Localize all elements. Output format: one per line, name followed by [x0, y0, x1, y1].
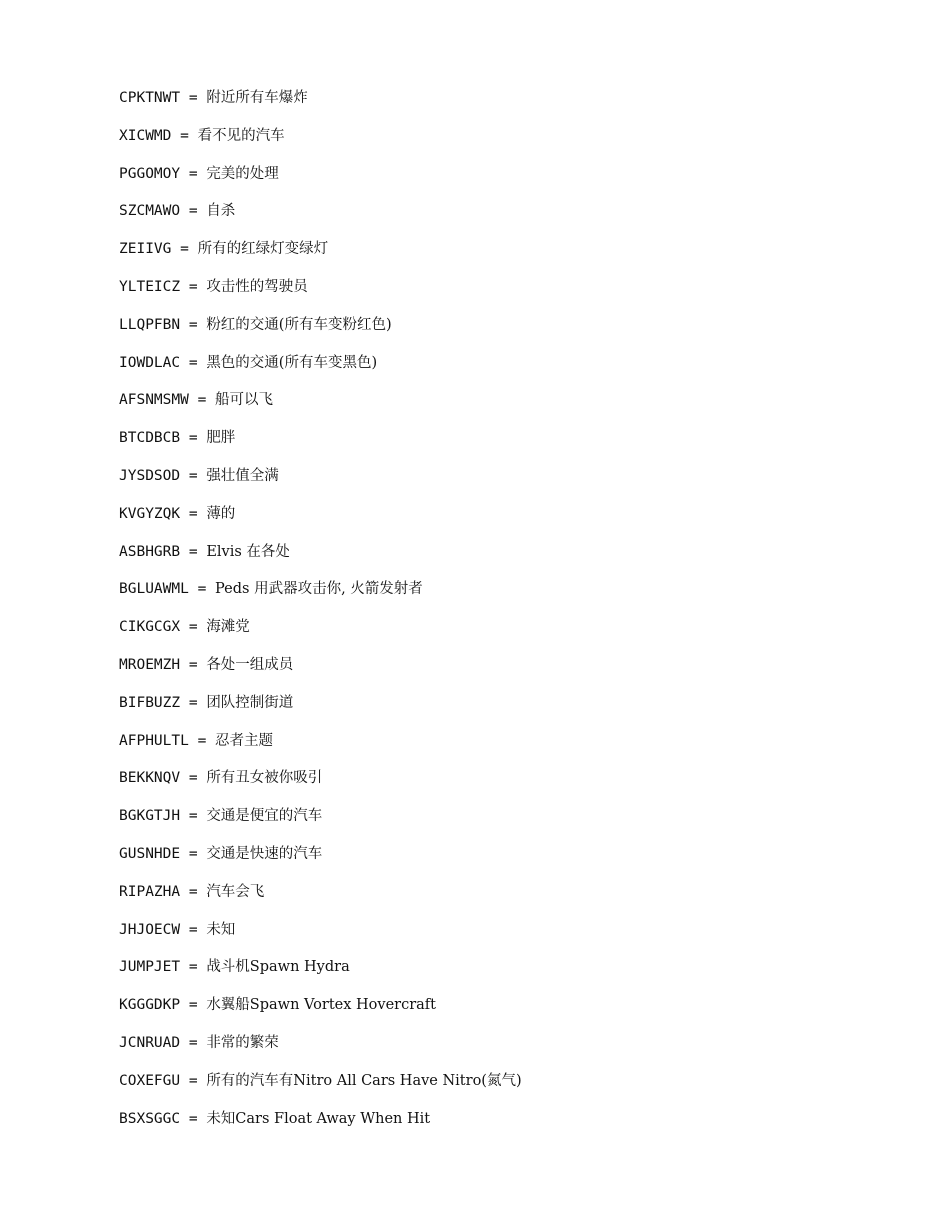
cheat-entry — [119, 388, 522, 426]
cheat-description: 汽车会飞 — [206, 883, 265, 900]
cheat-separator: = — [180, 770, 207, 787]
cheat-description: Peds 用武器攻击你, 火箭发射者 — [215, 581, 423, 598]
cheat-separator: = — [180, 959, 207, 976]
cheat-separator: = — [180, 543, 207, 560]
cheat-entry — [119, 502, 522, 540]
cheat-code: JUMPJET — [119, 959, 181, 976]
cheat-separator: = — [180, 1110, 207, 1127]
cheat-entry — [119, 1107, 522, 1145]
cheat-code: BEKKNQV — [119, 770, 181, 787]
cheat-description: 附近所有车爆炸 — [206, 90, 308, 106]
cheat-code: BGLUAWML — [119, 581, 189, 598]
cheat-code: ZEIIVG — [119, 241, 172, 258]
cheat-description: 所有的红绿灯变绿灯 — [197, 241, 329, 258]
cheat-separator: = — [180, 354, 207, 371]
cheat-code: COXEFGU — [119, 1072, 181, 1089]
cheat-entry — [119, 918, 522, 956]
cheat-code: CPKTNWT — [119, 90, 181, 106]
cheat-description: 战斗机Spawn Hydra — [206, 959, 350, 976]
cheat-code: JYSDSOD — [119, 467, 181, 484]
cheat-code: CIKGCGX — [119, 619, 181, 636]
cheat-code: KGGGDKP — [119, 997, 181, 1014]
cheat-code: IOWDLAC — [119, 354, 181, 371]
cheat-description: 自杀 — [206, 203, 236, 220]
cheat-separator: = — [180, 165, 207, 182]
cheat-entry — [119, 351, 522, 389]
cheat-entry — [119, 464, 522, 502]
cheat-separator: = — [180, 467, 207, 484]
cheat-description: 未知Cars Float Away When Hit — [206, 1110, 431, 1127]
cheat-code: XICWMD — [119, 127, 172, 144]
cheat-description: 所有丑女被你吸引 — [206, 770, 323, 787]
cheat-separator: = — [180, 430, 207, 447]
cheat-description: 非常的繁荣 — [206, 1034, 279, 1051]
cheat-code: SZCMAWO — [119, 203, 181, 220]
cheat-separator: = — [180, 1034, 207, 1051]
cheat-entry — [119, 653, 522, 691]
cheat-separator: = — [180, 1072, 207, 1089]
cheat-code: JCNRUAD — [119, 1034, 181, 1051]
cheat-separator: = — [180, 278, 207, 295]
cheat-description: 交通是便宜的汽车 — [206, 808, 323, 825]
cheat-code: BGKGTJH — [119, 808, 181, 825]
cheat-description: 攻击性的驾驶员 — [206, 278, 308, 295]
cheat-entry — [119, 426, 522, 464]
cheat-description: Elvis 在各处 — [206, 543, 290, 560]
cheat-separator: = — [180, 619, 207, 636]
cheat-code: BTCDBCB — [119, 430, 181, 447]
cheat-entry — [119, 615, 522, 653]
cheat-description: 薄的 — [206, 505, 236, 522]
cheat-entry — [119, 577, 522, 615]
cheat-entry — [119, 313, 522, 351]
cheat-description: 完美的处理 — [206, 165, 279, 182]
cheat-separator: = — [180, 203, 207, 220]
cheat-code: KVGYZQK — [119, 505, 181, 522]
cheat-code: ASBHGRB — [119, 543, 181, 560]
cheat-entry — [119, 86, 522, 124]
cheat-entry — [119, 124, 522, 162]
cheat-entry — [119, 691, 522, 729]
cheat-separator: = — [188, 732, 216, 749]
cheat-description: 船可以飞 — [215, 392, 274, 409]
cheat-separator: = — [180, 808, 207, 825]
cheat-separator: = — [188, 392, 216, 409]
cheat-entry — [119, 162, 522, 200]
cheat-entry — [119, 729, 522, 767]
cheat-code: GUSNHDE — [119, 845, 181, 862]
cheat-separator: = — [180, 694, 207, 711]
cheat-entry — [119, 1031, 522, 1069]
cheat-entry — [119, 880, 522, 918]
cheat-code: BSXSGGC — [119, 1110, 181, 1127]
cheat-separator: = — [180, 505, 207, 522]
cheat-separator: = — [171, 241, 198, 258]
cheat-separator: = — [171, 127, 198, 144]
cheat-description: 海滩党 — [206, 619, 250, 636]
cheat-description: 团队控制街道 — [206, 694, 294, 711]
cheat-description: 强壮值全满 — [206, 467, 279, 484]
cheat-description: 忍者主题 — [215, 732, 274, 749]
cheat-separator: = — [180, 90, 207, 106]
cheat-description: 各处一组成员 — [206, 656, 294, 673]
cheat-code: YLTEICZ — [119, 278, 181, 295]
cheat-entry — [119, 842, 522, 880]
cheat-code-list — [119, 86, 522, 1144]
cheat-code: JHJOECW — [119, 921, 181, 938]
cheat-entry — [119, 766, 522, 804]
cheat-description: 未知 — [206, 921, 236, 938]
cheat-separator: = — [180, 921, 207, 938]
cheat-code: RIPAZHA — [119, 883, 181, 900]
cheat-separator: = — [188, 581, 216, 598]
cheat-entry — [119, 993, 522, 1031]
cheat-code: AFSNMSMW — [119, 392, 189, 409]
cheat-code: BIFBUZZ — [119, 694, 181, 711]
cheat-entry — [119, 237, 522, 275]
cheat-description: 黑色的交通(所有车变黑色) — [206, 354, 378, 371]
cheat-separator: = — [180, 656, 207, 673]
cheat-separator: = — [180, 883, 207, 900]
cheat-entry — [119, 1069, 522, 1107]
cheat-description: 交通是快速的汽车 — [206, 845, 323, 862]
cheat-entry — [119, 275, 522, 313]
cheat-description: 肥胖 — [206, 430, 236, 447]
cheat-separator: = — [180, 845, 207, 862]
cheat-code: PGGOMOY — [119, 165, 181, 182]
cheat-code: MROEMZH — [119, 656, 181, 673]
cheat-description: 水翼船Spawn Vortex Hovercraft — [206, 997, 436, 1014]
cheat-description: 所有的汽车有Nitro All Cars Have Nitro(氮气) — [206, 1072, 522, 1089]
cheat-separator: = — [180, 997, 207, 1014]
cheat-description: 看不见的汽车 — [197, 127, 285, 144]
cheat-separator: = — [180, 316, 207, 333]
cheat-entry — [119, 804, 522, 842]
cheat-entry — [119, 199, 522, 237]
cheat-code: LLQPFBN — [119, 316, 181, 333]
cheat-entry — [119, 955, 522, 993]
cheat-code: AFPHULTL — [119, 732, 189, 749]
cheat-description: 粉红的交通(所有车变粉红色) — [206, 316, 392, 333]
cheat-entry — [119, 540, 522, 578]
